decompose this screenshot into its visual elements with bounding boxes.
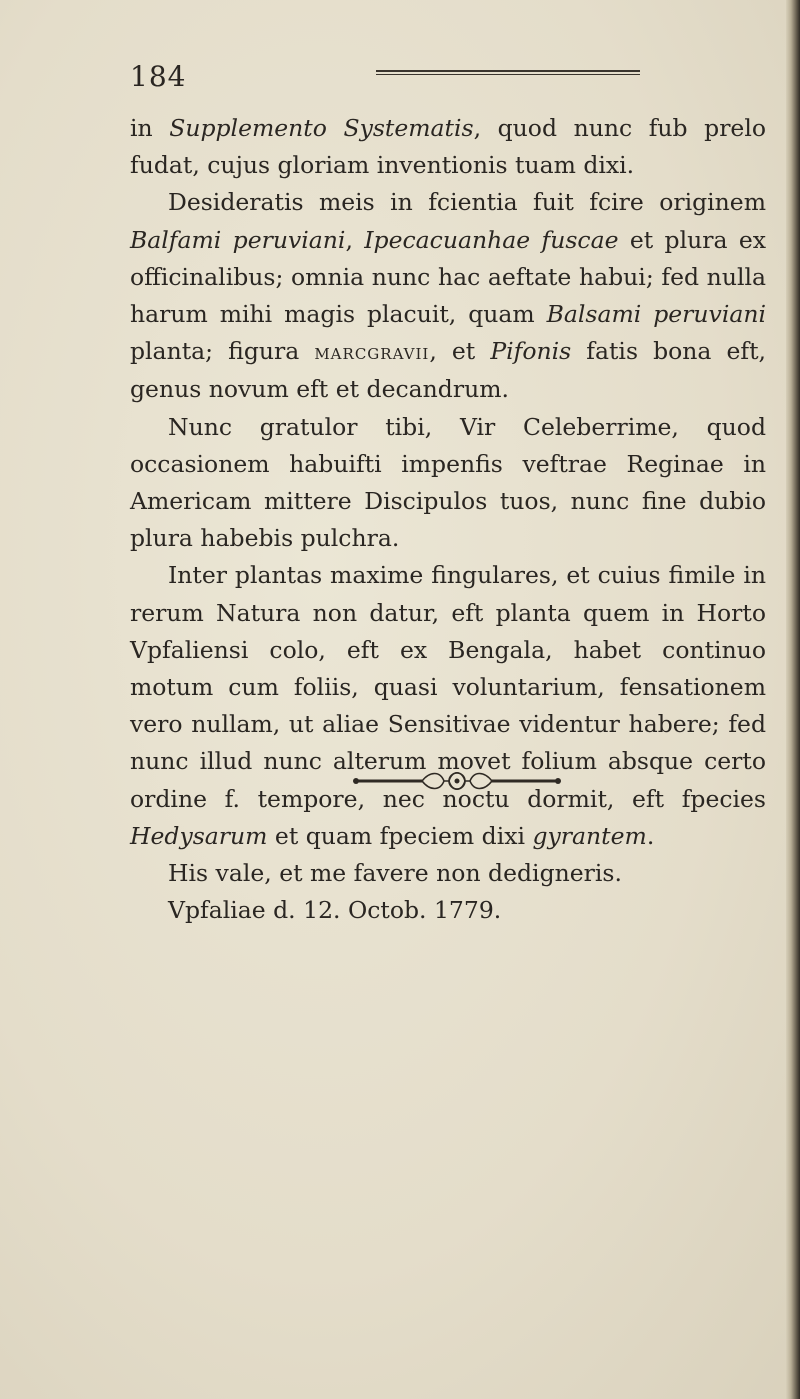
italic-term: Hedysarum xyxy=(130,821,268,850)
italic-term: Balsami peruviani xyxy=(546,300,766,329)
tailpiece-ornament xyxy=(352,766,562,796)
running-head xyxy=(130,60,690,100)
paragraph-1 xyxy=(130,110,766,184)
text-run: , xyxy=(345,225,365,254)
text-run: . xyxy=(646,821,655,850)
italic-title: Supplemento Systematis xyxy=(169,114,474,142)
text-run: in xyxy=(130,114,170,142)
page-number: 184 xyxy=(130,60,187,93)
paragraph-3 xyxy=(130,409,766,558)
paragraph-2 xyxy=(130,184,766,408)
text-run: Vpfaliae d. 12. Octob. 1779. xyxy=(168,896,502,925)
italic-term: Ipecacuanhae fuscae xyxy=(364,225,619,254)
page-edge-shadow xyxy=(786,0,800,1399)
date-line xyxy=(130,892,766,929)
small-caps-name: marcgravii xyxy=(314,340,430,365)
italic-term: gyrantem xyxy=(532,821,647,850)
italic-name: Pifonis xyxy=(490,337,572,366)
paragraph-5 xyxy=(130,855,766,892)
text-run: et quam fpeciem dixi xyxy=(267,821,533,850)
paragraph-4 xyxy=(130,557,766,855)
text-run: , et xyxy=(429,337,491,366)
text-run: fatis bona eft, genus novum eft et decandrum. xyxy=(130,337,766,404)
letter-body xyxy=(130,110,766,929)
header-rule xyxy=(376,70,640,75)
text-run: , quod nunc fub prelo fudat, cujus gloriam inventionis tuam dixi. xyxy=(130,114,767,180)
text-run: Nunc gratulor tibi, Vir Celeberrime, quod occasionem habuifti impenfis veftrae Reginae in Americam mittere Discipulos tuos, nunc fine dubio plura habebis pulchra. xyxy=(130,412,766,553)
italic-term: Balfami peruviani xyxy=(130,225,346,254)
text-run: Inter plantas maxime fingulares, et cuius fimile in rerum Natura non datur, eft planta quem in Horto Vpfaliensi colo, eft ex Bengala, habet continuo motum cum foliis, quasi voluntarium, fensationem vero nullam, ut aliae Sensitivae videntur habere; fed nunc illud nunc alterum movet folium absque certo ordine f. tempore, nec noctu dormit, eft fpecies xyxy=(130,561,766,813)
text-run: His vale, et me favere non dedigneris. xyxy=(168,859,622,888)
text-run: Desideratis meis in fcientia fuit fcire originem xyxy=(168,188,766,217)
text-run: et plura ex officinalibus; omnia nunc hac aeftate habui; fed nulla harum mihi magis placuit, quam xyxy=(130,225,767,329)
text-run: planta; figura xyxy=(130,337,315,366)
